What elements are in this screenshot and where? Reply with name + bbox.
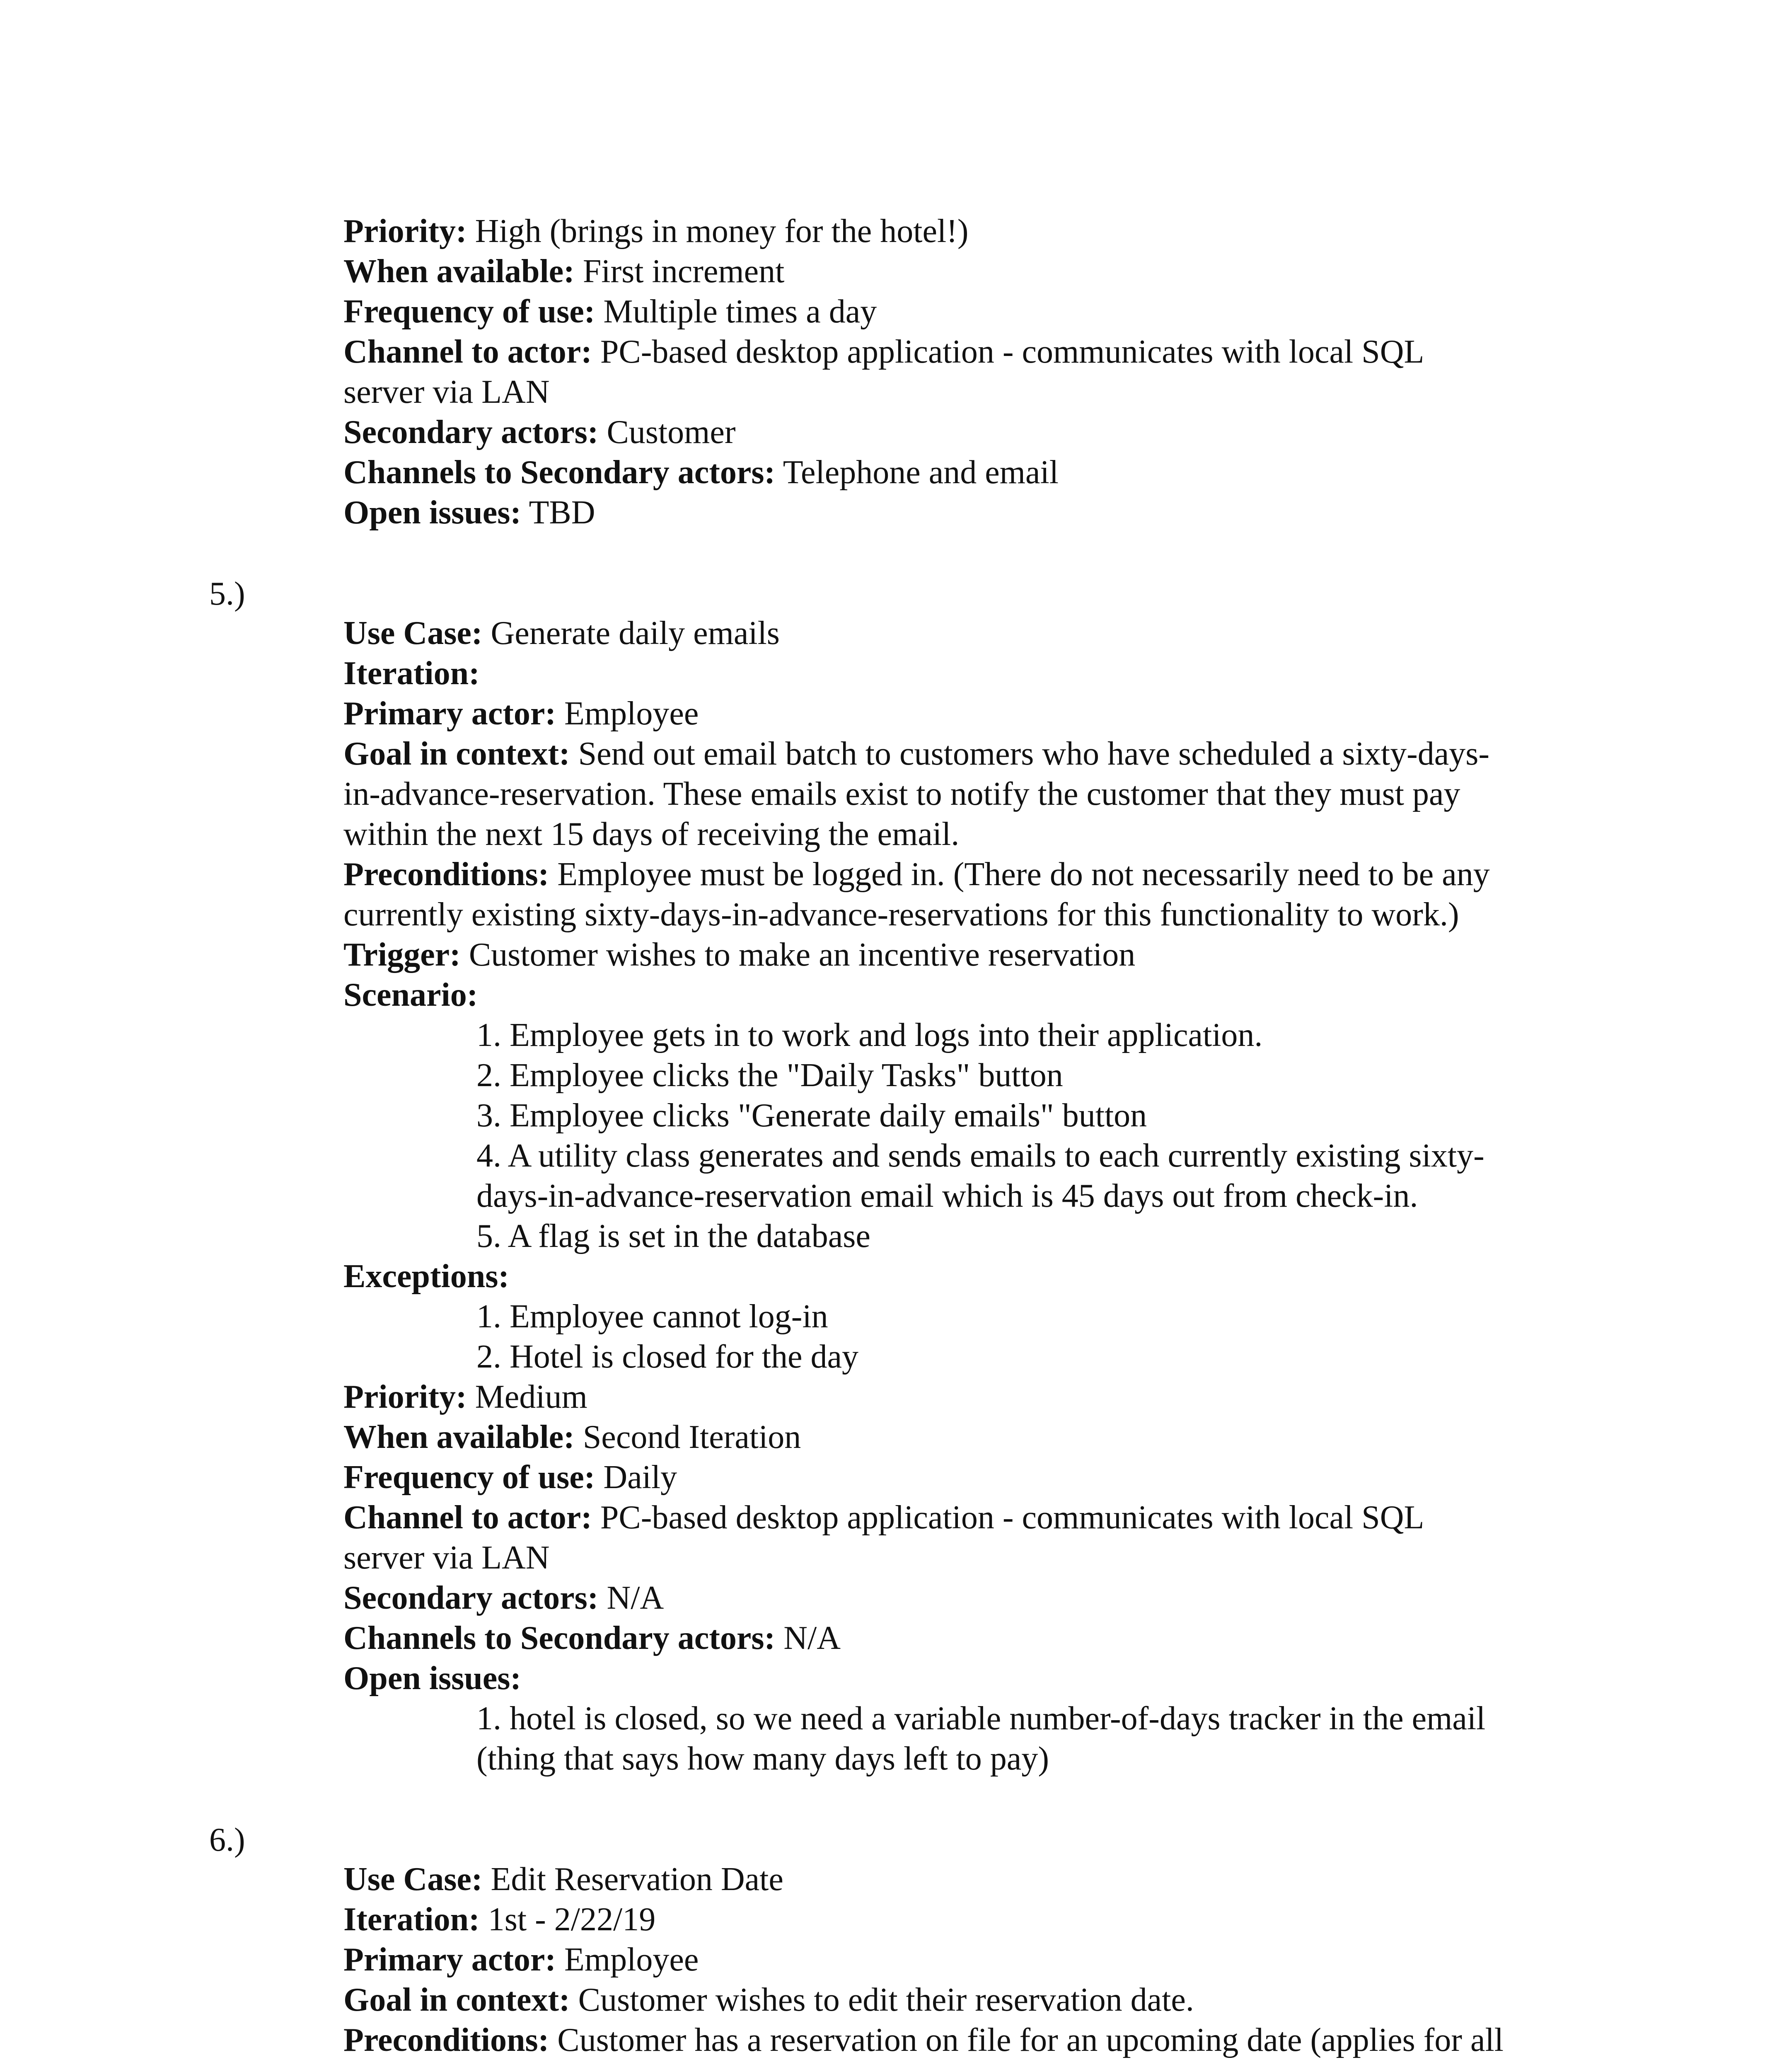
- uc6-primary-actor-line: [343, 1940, 699, 1980]
- uc5-use-case-line: [343, 613, 780, 654]
- uc5-goal-continuation-1: in-advance-reservation. These emails exist to notify the customer that they must pay: [343, 776, 1460, 812]
- channels-secondary-label: Channels to Secondary actors:: [343, 454, 776, 491]
- uc5-priority-line: [343, 1377, 587, 1417]
- when-available-value: First increment: [574, 253, 785, 290]
- uc6-goal-label: Goal in context:: [343, 1982, 570, 2018]
- uc5-use-case-label: Use Case:: [343, 615, 483, 651]
- uc5-primary-actor-label: Primary actor:: [343, 695, 556, 732]
- secondary-actors-value: Customer: [598, 414, 736, 450]
- uc5-trigger-line: [343, 935, 1135, 975]
- uc6-goal-line: [343, 1980, 1194, 2020]
- uc5-scenario-step: days-in-advance-reservation email which is 45 days out from check-in.: [476, 1178, 1418, 1214]
- uc5-goal-value: Send out email batch to customers who have scheduled a sixty-days-: [570, 736, 1490, 772]
- uc5-scenario-label: Scenario:: [343, 977, 478, 1013]
- uc5-frequency-line: [343, 1457, 677, 1498]
- uc6-iteration-value: 1st - 2/22/19: [479, 1901, 656, 1938]
- open-issues-label: Open issues:: [343, 494, 521, 531]
- uc5-channels-secondary-line: [343, 1618, 841, 1658]
- open-issues-value: TBD: [521, 494, 595, 531]
- uc5-open-issue-continuation: (thing that says how many days left to pay): [476, 1740, 1049, 1777]
- channel-label: Channel to actor:: [343, 334, 592, 370]
- priority-value: High (brings in money for the hotel!): [467, 213, 969, 249]
- frequency-line: [343, 292, 877, 332]
- uc5-preconditions-value: Employee must be logged in. (There do not necessarily need to be any: [549, 856, 1490, 893]
- uc5-frequency-label: Frequency of use:: [343, 1459, 595, 1496]
- uc5-preconditions-continuation: currently existing sixty-days-in-advance-reservations for this functionality to work.): [343, 896, 1459, 933]
- open-issues-line: [343, 493, 595, 533]
- uc5-channel-value: PC-based desktop application - communicates with local SQL: [592, 1499, 1424, 1536]
- frequency-value: Multiple times a day: [595, 293, 877, 330]
- uc5-channel-label: Channel to actor:: [343, 1499, 592, 1536]
- uc5-goal-continuation-2: within the next 15 days of receiving the email.: [343, 816, 960, 852]
- uc5-when-available-value: Second Iteration: [574, 1419, 801, 1455]
- uc5-trigger-value: Customer wishes to make an incentive reservation: [460, 937, 1136, 973]
- uc6-preconditions-label: Preconditions:: [343, 2022, 549, 2058]
- when-available-line: [343, 252, 784, 292]
- uc6-iteration-line: [343, 1900, 655, 1940]
- uc6-use-case-label: Use Case:: [343, 1861, 483, 1898]
- uc6-preconditions-value: Customer has a reservation on file for an upcoming date (applies for all: [549, 2022, 1504, 2058]
- uc5-channels-secondary-value: N/A: [775, 1620, 841, 1656]
- priority-label: Priority:: [343, 213, 467, 249]
- secondary-actors-label: Secondary actors:: [343, 414, 599, 450]
- channels-secondary-line: [343, 453, 1059, 493]
- uc5-primary-actor-line: [343, 694, 699, 734]
- uc5-exception-item: 1. Employee cannot log-in: [476, 1298, 828, 1335]
- uc5-secondary-actors-label: Secondary actors:: [343, 1580, 599, 1616]
- uc5-scenario-step: 1. Employee gets in to work and logs into their application.: [476, 1017, 1263, 1053]
- uc5-open-issue-item: 1. hotel is closed, so we need a variable number-of-days tracker in the email: [476, 1700, 1486, 1737]
- secondary-actors-line: [343, 412, 736, 453]
- uc5-number: 5.): [209, 576, 245, 612]
- frequency-label: Frequency of use:: [343, 293, 595, 330]
- channel-line: [343, 332, 1424, 372]
- uc5-when-available-line: [343, 1417, 801, 1457]
- uc6-number: 6.): [209, 1822, 245, 1858]
- uc5-preconditions-line: [343, 854, 1490, 895]
- uc5-channel-line: [343, 1498, 1424, 1538]
- uc6-use-case-line: [343, 1859, 783, 1900]
- uc5-secondary-actors-value: N/A: [598, 1580, 664, 1616]
- uc5-scenario-step: 5. A flag is set in the database: [476, 1218, 870, 1254]
- channel-continuation: server via LAN: [343, 374, 550, 410]
- uc5-channels-secondary-label: Channels to Secondary actors:: [343, 1620, 776, 1656]
- uc5-channel-continuation: server via LAN: [343, 1539, 550, 1576]
- uc6-iteration-label: Iteration:: [343, 1901, 480, 1938]
- uc6-primary-actor-value: Employee: [556, 1941, 699, 1978]
- uc5-frequency-value: Daily: [595, 1459, 677, 1496]
- uc5-priority-label: Priority:: [343, 1379, 467, 1415]
- uc5-open-issues-label: Open issues:: [343, 1660, 521, 1697]
- when-available-label: When available:: [343, 253, 575, 290]
- uc6-primary-actor-label: Primary actor:: [343, 1941, 556, 1978]
- uc5-iteration-line: [343, 654, 480, 694]
- uc5-exception-item: 2. Hotel is closed for the day: [476, 1339, 858, 1375]
- priority-line: [343, 211, 968, 252]
- uc6-preconditions-line: [343, 2020, 1504, 2060]
- uc5-scenario-step: 2. Employee clicks the "Daily Tasks" button: [476, 1057, 1063, 1094]
- uc5-exceptions-label: Exceptions:: [343, 1258, 509, 1295]
- uc6-use-case-value: Edit Reservation Date: [482, 1861, 783, 1898]
- uc5-primary-actor-value: Employee: [556, 695, 699, 732]
- uc5-goal-line: [343, 734, 1489, 774]
- uc5-scenario-step: 3. Employee clicks "Generate daily emails" button: [476, 1097, 1147, 1134]
- uc5-secondary-actors-line: [343, 1578, 664, 1618]
- channel-value: PC-based desktop application - communicates with local SQL: [592, 334, 1424, 370]
- uc5-iteration-label: Iteration:: [343, 655, 480, 692]
- uc5-trigger-label: Trigger:: [343, 937, 461, 973]
- uc5-preconditions-label: Preconditions:: [343, 856, 549, 893]
- uc5-goal-label: Goal in context:: [343, 736, 570, 772]
- uc5-use-case-value: Generate daily emails: [482, 615, 780, 651]
- uc5-when-available-label: When available:: [343, 1419, 575, 1455]
- uc6-goal-value: Customer wishes to edit their reservation date.: [570, 1982, 1194, 2018]
- uc5-scenario-step: 4. A utility class generates and sends emails to each currently existing sixty-: [476, 1138, 1484, 1174]
- uc5-priority-value: Medium: [467, 1379, 587, 1415]
- channels-secondary-value: Telephone and email: [775, 454, 1059, 491]
